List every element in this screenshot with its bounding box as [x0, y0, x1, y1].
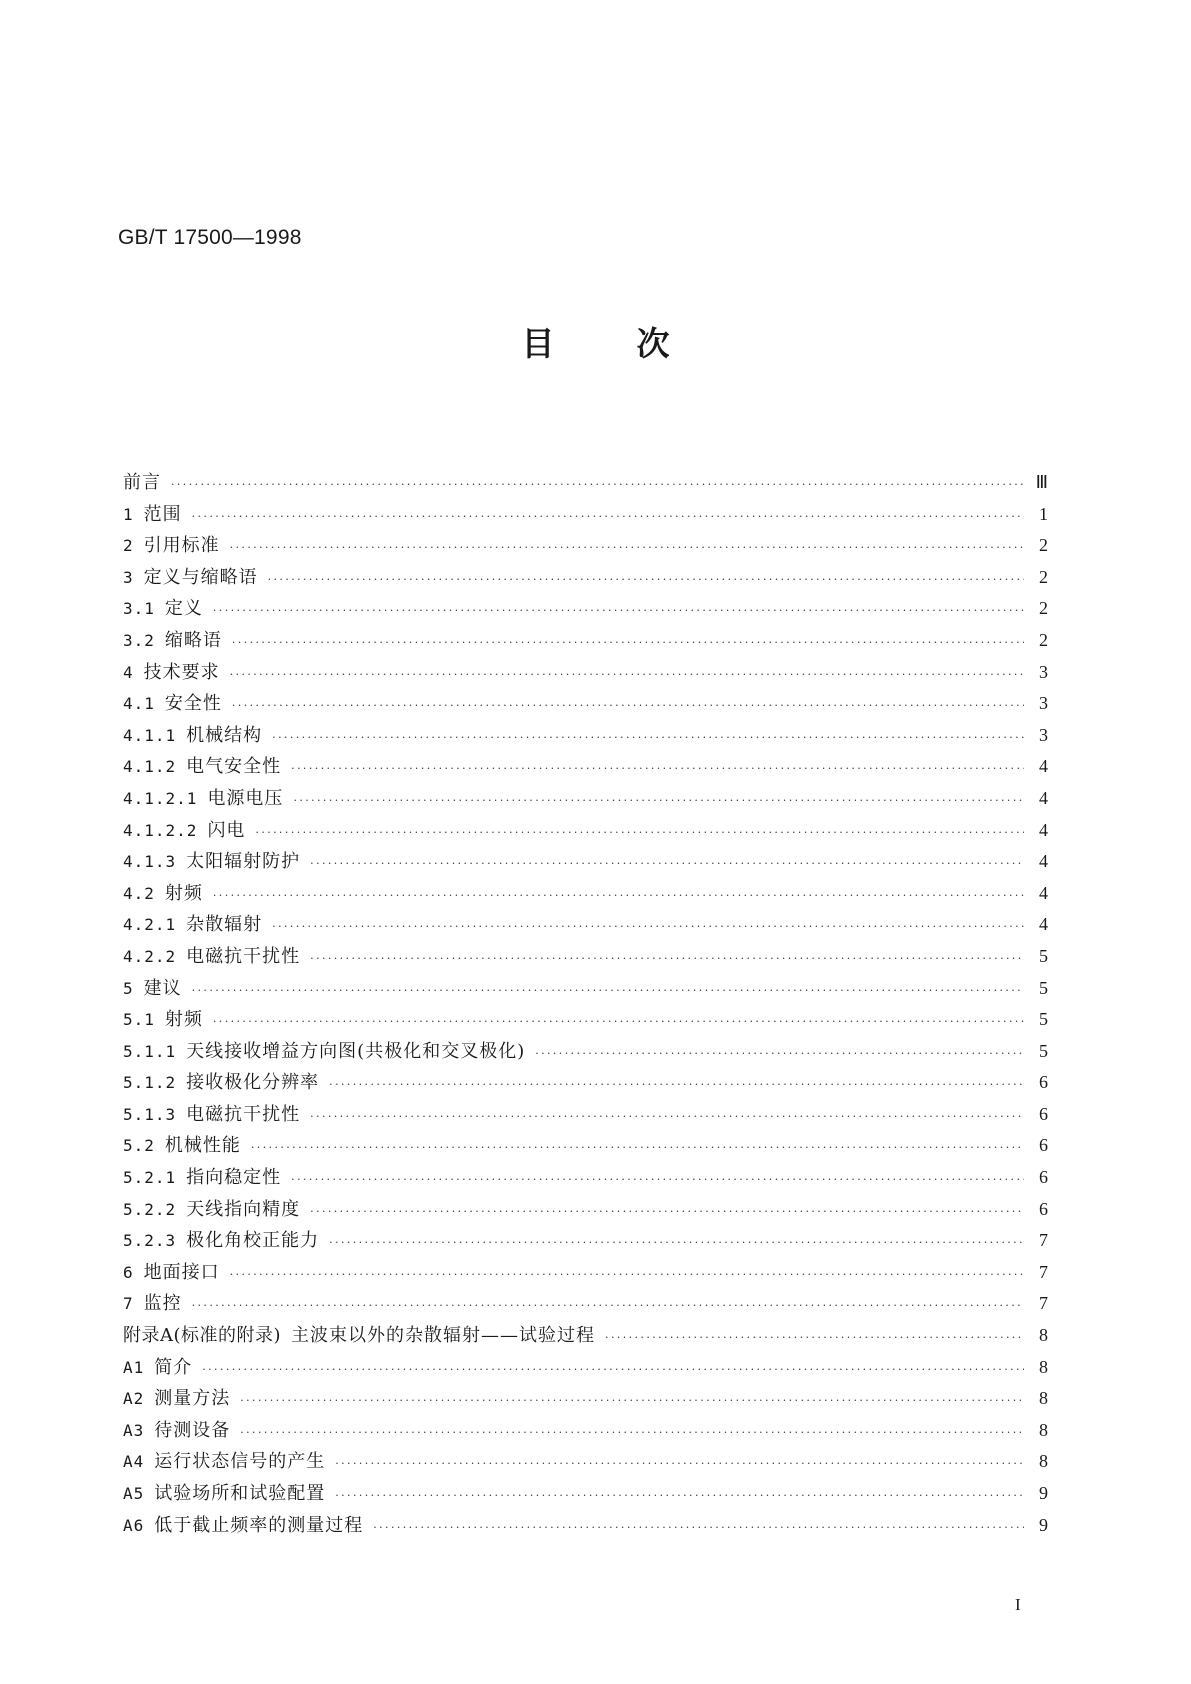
- toc-entry-number: 3.1: [123, 599, 155, 619]
- dot-leader: [251, 1132, 1024, 1164]
- toc-entry[interactable]: [123, 1352, 1048, 1384]
- toc-entry-page: 9: [1039, 1483, 1048, 1503]
- toc-entry[interactable]: [123, 1478, 1048, 1510]
- toc-entry[interactable]: [123, 846, 1048, 878]
- toc-entry-label: 电磁抗干扰性: [186, 945, 301, 967]
- dot-leader: [240, 1385, 1024, 1417]
- toc-entry-page: 3: [1039, 661, 1048, 682]
- dot-leader: [213, 595, 1024, 627]
- toc-entry-page: 2: [1039, 598, 1048, 619]
- toc-entry-label: 试验场所和试验配置: [154, 1483, 326, 1504]
- toc-entry-label: 天线指向精度: [186, 1198, 301, 1220]
- dot-leader: [213, 1006, 1024, 1038]
- toc-entry-page: 6: [1039, 1135, 1048, 1156]
- toc-entry[interactable]: [123, 1099, 1048, 1131]
- toc-entry-page: 7: [1039, 1293, 1048, 1314]
- toc-entry-label: 地面接口: [143, 1261, 220, 1283]
- toc-entry-number: 5.2.1: [123, 1168, 177, 1188]
- toc-entry-page: 4: [1039, 787, 1048, 808]
- toc-entry-page: 8: [1039, 1388, 1048, 1409]
- toc-entry[interactable]: [123, 688, 1048, 720]
- dot-leader: [230, 532, 1024, 564]
- dot-leader: [310, 1101, 1024, 1133]
- toc-entry-page: 6: [1039, 1103, 1048, 1124]
- standard-code: GB/T 17500—1998: [118, 226, 302, 249]
- toc-entry-number: 4.1.1: [123, 725, 177, 745]
- toc-entry[interactable]: [123, 1415, 1048, 1447]
- toc-entry-page: 4: [1039, 882, 1048, 903]
- page-number: I: [1015, 1595, 1021, 1614]
- toc-entry[interactable]: [123, 1288, 1048, 1320]
- toc-entry-number: 4.1.2: [123, 757, 177, 777]
- dot-leader: [605, 1322, 1024, 1354]
- toc-entry-label: 低于截止频率的测量过程: [154, 1514, 364, 1536]
- toc-entry-label: 电气安全性: [186, 756, 282, 778]
- toc-entry-page: 1: [1039, 503, 1048, 524]
- toc-entry[interactable]: [123, 1225, 1048, 1257]
- toc-entry[interactable]: [123, 1162, 1048, 1194]
- toc-entry[interactable]: [123, 562, 1048, 594]
- table-of-contents: [123, 467, 1048, 1541]
- toc-entry-label: 接收极化分辨率: [186, 1072, 320, 1094]
- toc-entry-label: 前言: [123, 472, 161, 493]
- toc-entry-number: 4.1: [123, 694, 155, 714]
- dot-leader: [268, 564, 1024, 596]
- toc-entry-label: 定义与缩略语: [143, 566, 258, 588]
- toc-entry-page: 9: [1039, 1514, 1048, 1535]
- dot-leader: [192, 501, 1024, 533]
- toc-entry-label: 定义: [164, 598, 203, 620]
- dot-leader: [335, 1480, 1024, 1512]
- toc-entry-page: 5: [1039, 1040, 1048, 1061]
- toc-entry-number: 4.1.3: [123, 852, 177, 872]
- toc-entry-number: 3: [123, 567, 134, 587]
- toc-entry-label: 运行状态信号的产生: [154, 1451, 326, 1473]
- toc-entry-page: 2: [1039, 535, 1048, 556]
- toc-entry-label: 电磁抗干扰性: [186, 1103, 301, 1125]
- toc-entry[interactable]: [123, 909, 1048, 941]
- toc-entry-page: 8: [1039, 1451, 1048, 1472]
- toc-entry-page: 6: [1039, 1167, 1048, 1188]
- toc-entry-page: 4: [1039, 819, 1048, 840]
- toc-entry[interactable]: [123, 530, 1048, 562]
- toc-entry-number: 4.1.2.2: [123, 820, 198, 840]
- dot-leader: [335, 1448, 1024, 1480]
- toc-entry[interactable]: [123, 973, 1048, 1005]
- dot-leader: [230, 659, 1024, 691]
- dot-leader: [192, 1290, 1024, 1322]
- toc-entry-label: 天线接收增益方向图(共极化和交叉极化): [186, 1040, 526, 1062]
- dot-leader: [171, 469, 1024, 501]
- dot-leader: [310, 1196, 1024, 1228]
- toc-entry[interactable]: [123, 1130, 1048, 1162]
- toc-entry-number: 3.2: [123, 630, 155, 650]
- title-char-1: 目: [521, 324, 555, 363]
- toc-entry-page: 7: [1039, 1230, 1048, 1251]
- toc-entry-number: A6: [123, 1515, 145, 1535]
- toc-entry-page: 5: [1039, 1009, 1048, 1030]
- toc-entry[interactable]: [123, 1067, 1048, 1099]
- dot-leader: [202, 1354, 1024, 1386]
- toc-entry-page: 4: [1039, 756, 1048, 777]
- toc-entry[interactable]: [123, 593, 1048, 625]
- toc-entry-page: 8: [1039, 1419, 1048, 1440]
- toc-entry[interactable]: [123, 467, 1048, 499]
- toc-entry[interactable]: [123, 1320, 1048, 1352]
- toc-entry-page: 7: [1039, 1261, 1048, 1282]
- toc-entry-label: 监控: [143, 1293, 182, 1315]
- toc-entry-number: 4.1.2.1: [123, 788, 198, 808]
- toc-entry[interactable]: [123, 1383, 1048, 1415]
- toc-entry-label: 简介: [154, 1356, 193, 1378]
- toc-entry-label: 技术要求: [143, 661, 220, 683]
- dot-leader: [232, 627, 1024, 659]
- toc-entry-number: 4.2.2: [123, 946, 177, 966]
- toc-entry[interactable]: [123, 720, 1048, 752]
- toc-entry-page: 4: [1039, 851, 1048, 872]
- toc-entry-number: 4.2.1: [123, 915, 177, 935]
- toc-entry-page: 8: [1039, 1356, 1048, 1377]
- toc-entry-label: 范围: [143, 503, 182, 525]
- toc-entry[interactable]: [123, 751, 1048, 783]
- toc-entry-number: 5.2.2: [123, 1199, 177, 1219]
- toc-entry-label: 缩略语: [164, 629, 222, 651]
- toc-entry-label: 闪电: [207, 819, 246, 841]
- toc-entry[interactable]: [123, 1004, 1048, 1036]
- toc-entry[interactable]: [123, 815, 1048, 847]
- toc-entry-number: 1: [123, 504, 134, 524]
- dot-leader: [310, 943, 1024, 975]
- title-char-2: 次: [636, 324, 670, 363]
- dot-leader: [329, 1069, 1024, 1101]
- toc-entry-number: 5.1: [123, 1010, 155, 1030]
- toc-entry[interactable]: [123, 499, 1048, 531]
- toc-entry-number: 4.2: [123, 883, 155, 903]
- dot-leader: [213, 880, 1024, 912]
- toc-entry-label: 引用标准: [143, 535, 220, 557]
- dot-leader: [272, 722, 1024, 754]
- toc-entry-label: 电源电压: [207, 787, 284, 809]
- dot-leader: [310, 848, 1024, 880]
- toc-entry-label: 建议: [143, 977, 182, 999]
- toc-entry[interactable]: [123, 625, 1048, 657]
- toc-entry[interactable]: [123, 657, 1048, 689]
- toc-entry[interactable]: [123, 1036, 1048, 1068]
- page-title: [0, 318, 1191, 365]
- toc-entry-number: A4: [123, 1452, 145, 1472]
- toc-entry-page: 2: [1039, 629, 1048, 650]
- toc-entry-label: 射频: [164, 1009, 203, 1031]
- toc-entry-label: 指向稳定性: [186, 1167, 282, 1189]
- toc-entry-number: 5: [123, 978, 134, 998]
- toc-entry-number: 4: [123, 662, 134, 682]
- toc-entry-page: 3: [1039, 693, 1048, 714]
- toc-entry-number: 2: [123, 536, 134, 556]
- toc-entry-number: A5: [123, 1484, 145, 1503]
- toc-entry-number: A1: [123, 1357, 145, 1377]
- toc-entry-number: 附录A(标准的附录): [123, 1325, 282, 1347]
- toc-entry-page: 2: [1039, 566, 1048, 587]
- toc-entry-number: 6: [123, 1262, 134, 1282]
- toc-entry-number: 5.1.3: [123, 1104, 177, 1124]
- toc-entry-number: 7: [123, 1294, 134, 1314]
- toc-entry[interactable]: [123, 1446, 1048, 1478]
- toc-entry-label: 待测设备: [154, 1419, 231, 1441]
- dot-leader: [373, 1512, 1024, 1544]
- dot-leader: [232, 690, 1024, 722]
- toc-entry[interactable]: [123, 1510, 1048, 1542]
- toc-entry[interactable]: [123, 1257, 1048, 1289]
- toc-entry-page: Ⅲ: [1035, 472, 1048, 492]
- dot-leader: [293, 785, 1024, 817]
- toc-entry-number: A2: [123, 1389, 145, 1409]
- dot-leader: [240, 1417, 1024, 1449]
- toc-entry-page: 8: [1039, 1325, 1048, 1346]
- dot-leader: [329, 1227, 1024, 1259]
- toc-entry-label: 机械结构: [186, 724, 263, 746]
- toc-entry-number: 5.2: [123, 1136, 155, 1156]
- toc-entry-page: 6: [1039, 1198, 1048, 1219]
- toc-entry-page: 5: [1039, 977, 1048, 998]
- toc-entry-label: 太阳辐射防护: [186, 851, 301, 873]
- toc-entry-label: 杂散辐射: [186, 914, 263, 936]
- toc-entry-page: 3: [1039, 724, 1048, 745]
- toc-entry-number: 5.1.2: [123, 1073, 177, 1093]
- dot-leader: [272, 911, 1024, 943]
- dot-leader: [255, 817, 1024, 849]
- toc-entry-label: 测量方法: [154, 1388, 231, 1410]
- toc-entry-label: 机械性能: [164, 1135, 241, 1157]
- dot-leader: [535, 1038, 1024, 1070]
- toc-entry-page: 4: [1039, 914, 1048, 935]
- toc-entry-label: 射频: [164, 882, 203, 904]
- dot-leader: [291, 753, 1024, 785]
- toc-entry-number: A3: [123, 1420, 145, 1440]
- toc-entry-label: 主波束以外的杂散辐射——试验过程: [291, 1325, 596, 1347]
- toc-entry-label: 极化角校正能力: [186, 1230, 320, 1252]
- toc-entry[interactable]: [123, 941, 1048, 973]
- toc-entry-page: 5: [1039, 945, 1048, 966]
- toc-entry[interactable]: [123, 878, 1048, 910]
- dot-leader: [192, 975, 1024, 1007]
- toc-entry-page: 6: [1039, 1072, 1048, 1093]
- toc-entry-label: 安全性: [164, 693, 222, 715]
- toc-entry-number: 5.2.3: [123, 1231, 177, 1251]
- toc-entry[interactable]: [123, 1194, 1048, 1226]
- toc-entry-number: 5.1.1: [123, 1041, 177, 1061]
- dot-leader: [230, 1259, 1024, 1291]
- toc-entry[interactable]: [123, 783, 1048, 815]
- dot-leader: [291, 1164, 1024, 1196]
